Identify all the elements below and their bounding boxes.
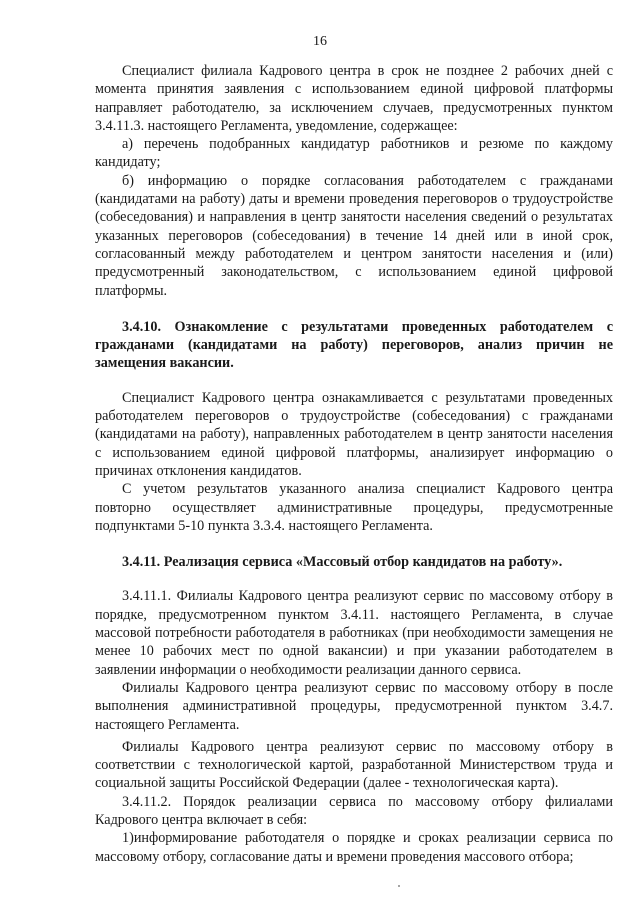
paragraph-3-4-11-2: 3.4.11.2. Порядок реализации сервиса по массовому отбору филиалами Кадрового центра включает в себя: xyxy=(95,793,613,828)
paragraph-notification-intro: Специалист филиала Кадрового центра в срок не позднее 2 рабочих дней с момента принятия заявления с использованием единой цифровой платформы направляет работодателю, за исключением случаев, предусмотренных пунктом 3.4.11.3. настоящего Регламента, уведомление, содержащее: xyxy=(95,63,613,134)
paragraph-3-4-10-specialist: Специалист Кадрового центра ознакамливается с результатами проведенных работодателем переговоров о трудоустройстве (собеседования) с гражданами (кандидатами на работу), направленных работодателем в центр занятости населения с использованием единой цифровой платформы, анализирует информацию о причинах отклонения кандидатов. xyxy=(95,389,613,479)
paragraph-3-4-10-repeat: С учетом результатов указанного анализа специалист Кадрового центра повторно осуществляет административные процедуры, предусмотренные подпунктами 5-10 пункта 3.3.4. настоящего Регламента. xyxy=(95,481,613,534)
scan-speck xyxy=(398,885,400,887)
paragraph-3-4-11-1: 3.4.11.1. Филиалы Кадрового центра реализуют сервис по массовому отбору в порядке, предусмотренном пунктом 3.4.11. настоящего Регламента, в случае массовой потребности работодателя в работниках (при необходимости замещения не менее 10 рабочих мест по одной вакансии) и при указании работодателем в заявлении информации о необходимости реализации данного сервиса. xyxy=(95,588,613,678)
page-content xyxy=(95,62,613,866)
paragraph-item-b: б) информацию о порядке согласования работодателем с гражданами (кандидатами на работу) даты и времени проведения переговоров о трудоустройстве (собеседования) и направления в центр занятости населения сведений о результатах указанных переговоров (собеседования) в течение 14 дней или в иной срок, согласованный между работодателем и центром занятости населения и (или) предусмотренный законодательством, с использованием единой цифровой платформы. xyxy=(95,172,613,299)
paragraph-list-item-1: 1)информирование работодателя о порядке и сроках реализации сервиса по массовому отбору, согласование даты и времени проведения массового отбора; xyxy=(95,830,613,865)
paragraph-item-a: а) перечень подобранных кандидатур работников и резюме по каждому кандидату; xyxy=(95,136,613,171)
heading-3-4-11: 3.4.11. Реализация сервиса «Массовый отбор кандидатов на работу». xyxy=(122,554,563,571)
page-number: 16 xyxy=(313,34,327,49)
heading-3-4-10: 3.4.10. Ознакомление с результатами проведенных работодателем с гражданами (кандидатами на работу) переговоров, анализ причин не замещения вакансии. xyxy=(95,318,613,372)
paragraph-3-4-11-techcard: Филиалы Кадрового центра реализуют сервис по массовому отбору в соответствии с технологической картой, разработанной Министерством труда и социальной защиты Российской Федерации (далее - технологическая карта). xyxy=(95,738,613,792)
paragraph-3-4-11-after: Филиалы Кадрового центра реализуют сервис по массовому отбору в после выполнения административной процедуры, предусмотренной пунктом 3.4.7. настоящего Регламента. xyxy=(95,679,613,733)
